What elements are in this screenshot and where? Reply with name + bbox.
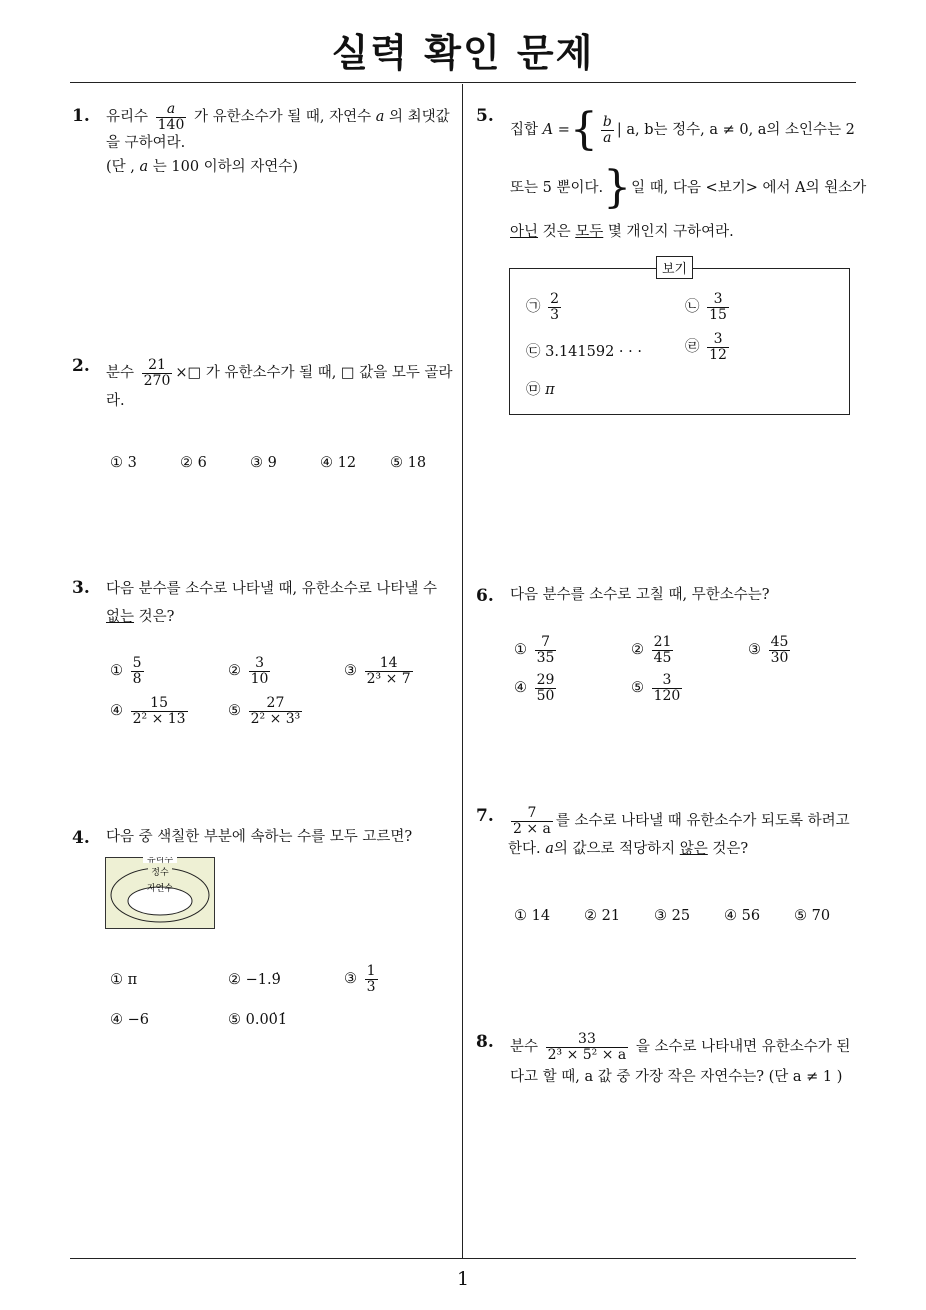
left-brace: { [569, 104, 598, 155]
q2-option-1[interactable]: ① 3 [110, 455, 137, 471]
q1-note: (단 , a 는 100 이하의 자연수) [106, 159, 298, 175]
venn-label-rational: 유리수 [146, 857, 174, 865]
q3-line2-post: 것은? [138, 609, 175, 625]
q2-line2: 라. [106, 393, 125, 409]
q5-line2: 또는 5 뿐이다. [510, 180, 604, 196]
q3-option-3[interactable]: ③ $\frac{14}{\text{2³ × 7}}$ [344, 655, 411, 687]
q5-line2-post: 일 때, 다음 <보기> 에서 A의 원소가 [631, 180, 867, 196]
q5-set-var: A [542, 122, 554, 138]
q3-option-1[interactable]: ① $\frac{5}{8}$ [110, 655, 142, 687]
q3-option-2[interactable]: ② $\frac{3}{10}$ [228, 655, 269, 687]
question-number-3: 3. [72, 578, 90, 598]
question-number-6: 6. [476, 586, 494, 606]
q7-line2-post: 것은? [712, 841, 749, 857]
venn-label-integer: 정수 [151, 868, 169, 878]
question-number-1: 1. [72, 106, 90, 126]
q8-pre: 분수 [510, 1039, 539, 1055]
question-number-8: 8. [476, 1032, 494, 1052]
q6-option-5[interactable]: ⑤ $\frac{3}{120}$ [631, 672, 681, 704]
q1-post: 가 유한소수가 될 때, 자연수 [193, 109, 372, 125]
q6-option-1[interactable]: ① $\frac{7}{35}$ [514, 634, 555, 666]
bogi-title: 보기 [656, 256, 693, 279]
q1-line2: 을 구하여라. [106, 135, 186, 151]
q5-fraction: $\frac{b}{a}$ [602, 113, 612, 146]
question-7 [508, 804, 863, 866]
q7-fraction: $\frac{7}{2 \times a}$ [513, 804, 551, 837]
question-number-4: 4. [72, 828, 90, 848]
q3-line1: 다음 분수를 소수로 나타낼 때, 유한소수로 나타낼 수 [106, 581, 438, 597]
q7-option-5[interactable]: ⑤ 70 [794, 908, 831, 924]
question-number-2: 2. [72, 356, 90, 376]
question-2 [106, 356, 456, 418]
q4-option-5[interactable]: ⑤ 0.00̇1̇ [228, 1012, 288, 1028]
bogi-item-2: ㉡ $\frac{3}{15}$ [685, 291, 727, 323]
venn-label-natural: 자연수 [146, 884, 174, 894]
venn-diagram [105, 857, 215, 929]
q7-var: a [545, 841, 554, 857]
q4-option-3[interactable]: ③ $\frac{1}{3}$ [344, 963, 376, 995]
q5-condition: | a, b는 정수, a ≠ 0, a의 소인수는 2 [616, 122, 855, 138]
q4-option-4[interactable]: ④ −6 [110, 1012, 149, 1028]
q2-option-4[interactable]: ④ 12 [320, 455, 357, 471]
q3-option-4[interactable]: ④ $\frac{15}{\text{2² × 13}}$ [110, 695, 186, 727]
right-brace: } [603, 162, 632, 213]
question-3 [106, 572, 461, 634]
q2-post: ×□ 가 유한소수가 될 때, □ 값을 모두 골라 [175, 365, 453, 381]
bogi-item-3: ㉢ 3.141592 · · · [526, 344, 642, 360]
question-1 [106, 100, 456, 184]
top-rule [70, 82, 856, 83]
q7-line2-mid: 의 값으로 적당하지 [553, 841, 676, 857]
q7-option-4[interactable]: ④ 56 [724, 908, 761, 924]
q5-line3-post: 몇 개인지 구하여라. [607, 224, 734, 240]
q5-pre: 집합 [510, 122, 539, 138]
q2-option-2[interactable]: ② 6 [180, 455, 207, 471]
q4-option-1[interactable]: ① π [110, 972, 138, 988]
q8-line2: 다고 할 때, a 값 중 가장 작은 자연수는? (단 a ≠ 1 ) [510, 1069, 843, 1085]
question-5 [510, 104, 867, 252]
q1-fraction: $\frac{a}{140}$ [157, 100, 185, 133]
q2-option-5[interactable]: ⑤ 18 [390, 455, 427, 471]
q1-post2: 의 최댓값 [388, 109, 450, 125]
q8-post: 을 소수로 나타내면 유한소수가 된 [635, 1039, 851, 1055]
bottom-rule [70, 1258, 856, 1259]
q5-mid: 것은 [542, 224, 571, 240]
q8-fraction: $\frac{33}{\text{2³ × 5² × a}}$ [547, 1030, 627, 1063]
q1-pre: 유리수 [106, 109, 149, 125]
q2-fraction: $\frac{21}{270}$ [143, 356, 171, 389]
q7-option-3[interactable]: ③ 25 [654, 908, 691, 924]
q2-pre: 분수 [106, 365, 135, 381]
q7-option-2[interactable]: ② 21 [584, 908, 621, 924]
q7-underlined: 않은 [679, 841, 708, 857]
question-number-5: 5. [476, 106, 494, 126]
bogi-item-4: ㉣ $\frac{3}{12}$ [685, 331, 727, 363]
q6-option-4[interactable]: ④ $\frac{29}{50}$ [514, 672, 555, 704]
page-title: 실력 확인 문제 [331, 31, 595, 75]
q6-option-2[interactable]: ② $\frac{21}{45}$ [631, 634, 672, 666]
bogi-item-1: ㉠ $\frac{2}{3}$ [526, 291, 560, 323]
question-4: 다음 중 색칠한 부분에 속하는 수를 모두 고르면? [106, 829, 413, 845]
page-number: 1 [456, 1268, 470, 1290]
q7-option-1[interactable]: ① 14 [514, 908, 551, 924]
q5-underlined-1: 아닌 [510, 224, 539, 240]
q7-line2-pre: 한다. [508, 841, 541, 857]
q5-eq: = [557, 122, 570, 138]
question-6: 다음 분수를 소수로 고칠 때, 무한소수는? [510, 587, 770, 603]
q7-post: 를 소수로 나타낼 때 유한소수가 되도록 하려고 [555, 813, 850, 829]
q3-underlined: 없는 [106, 609, 135, 625]
question-8 [510, 1030, 865, 1094]
question-number-7: 7. [476, 806, 494, 826]
q4-option-2[interactable]: ② −1.9̇ [228, 972, 281, 988]
column-divider [462, 84, 463, 1259]
q2-option-3[interactable]: ③ 9 [250, 455, 277, 471]
q5-underlined-2: 모두 [575, 224, 604, 240]
q3-option-5[interactable]: ⑤ $\frac{27}{\text{2² × 3³}}$ [228, 695, 301, 727]
q1-var: a [375, 109, 385, 125]
bogi-item-5: ㉤ π [526, 382, 555, 398]
q6-option-3[interactable]: ③ $\frac{45}{30}$ [748, 634, 789, 666]
